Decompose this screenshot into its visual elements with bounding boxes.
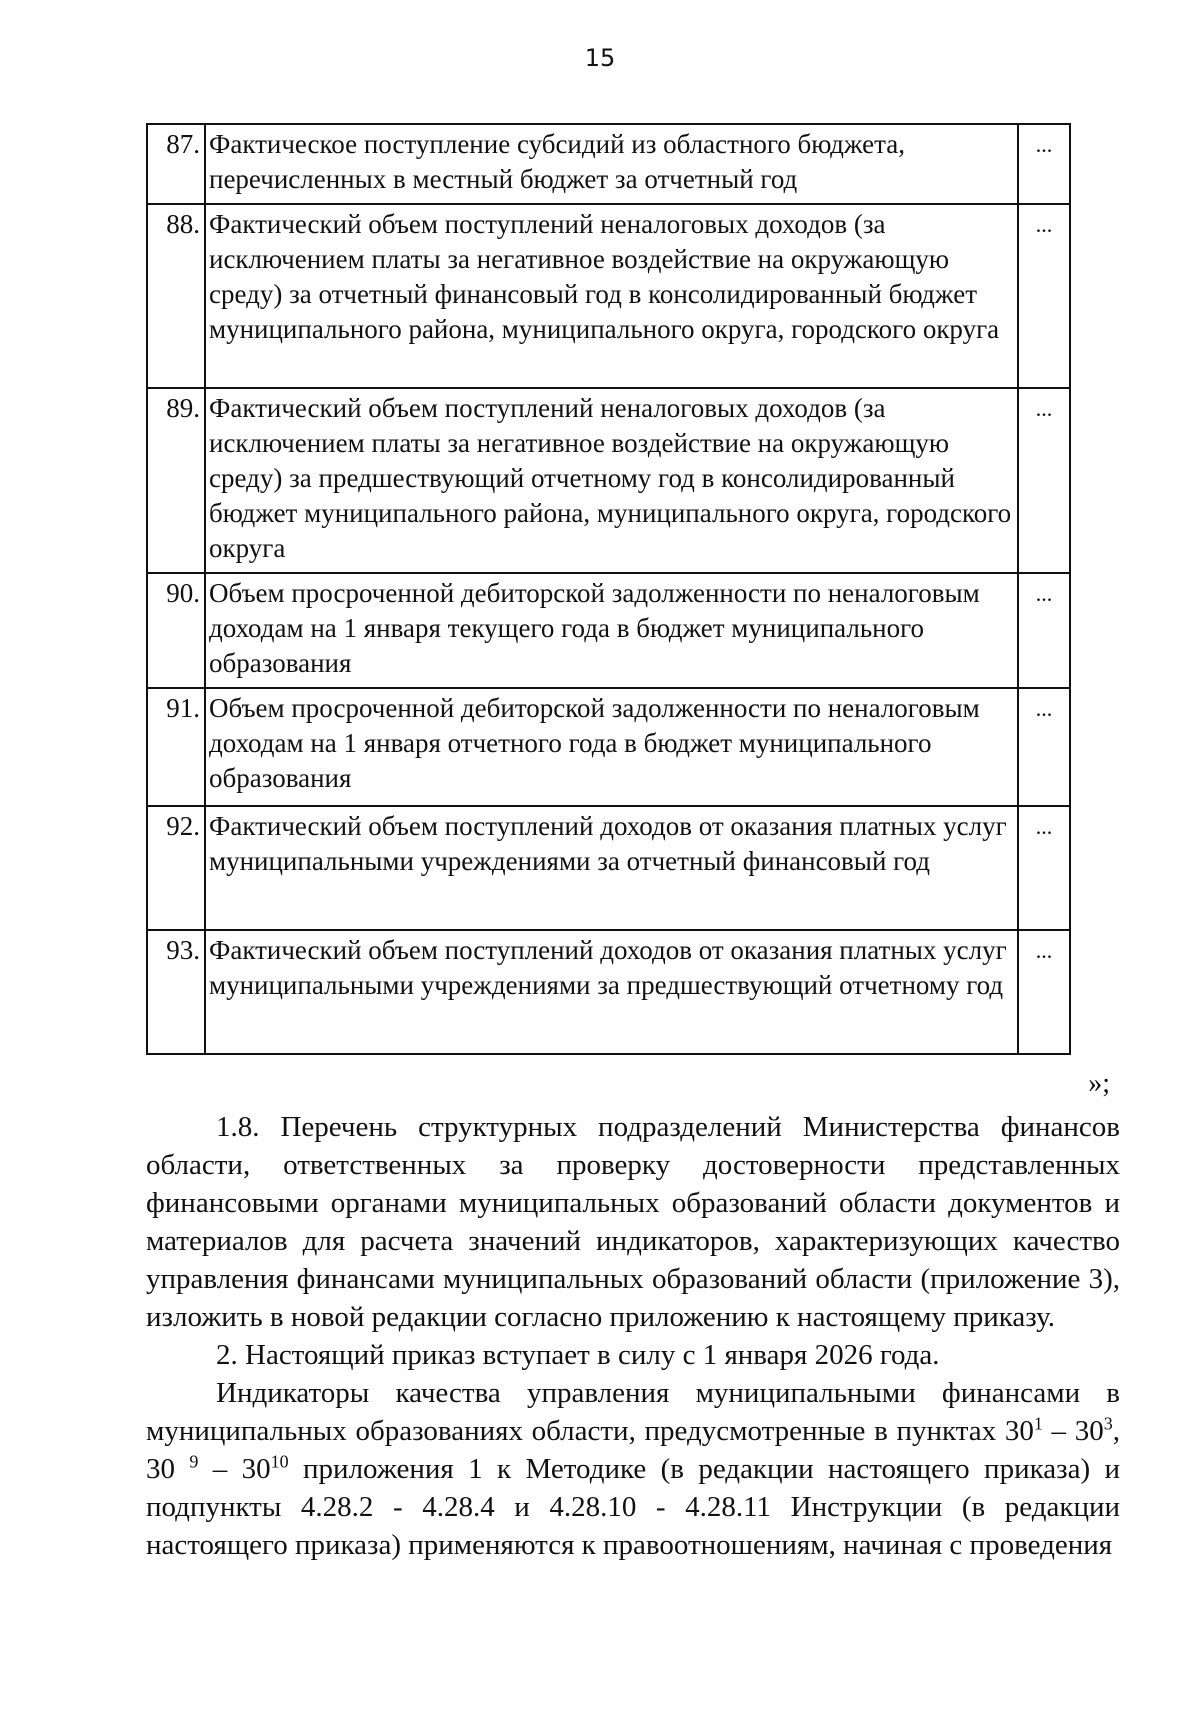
table-row bbox=[147, 688, 1070, 806]
row-number: 87. bbox=[147, 124, 205, 204]
paragraph-2: 2. Настоящий приказ вступает в силу с 1 января 2026 года. bbox=[216, 1339, 940, 1371]
row-number: 92. bbox=[147, 806, 205, 930]
row-value: ... bbox=[1018, 204, 1070, 388]
indicators-table bbox=[146, 123, 1071, 1055]
table-row bbox=[147, 930, 1070, 1054]
superscript: 1 bbox=[1033, 1413, 1043, 1434]
table-row bbox=[147, 806, 1070, 930]
superscript: 3 bbox=[1103, 1413, 1113, 1434]
paragraph-text: – 30 bbox=[198, 1453, 271, 1485]
closing-quote: »; bbox=[1088, 1068, 1110, 1099]
row-value: ... bbox=[1018, 688, 1070, 806]
row-text: Фактическое поступление субсидий из областного бюджета, перечисленных в местный бюджет за отчетный год bbox=[205, 124, 1018, 204]
row-text: Объем просроченной дебиторской задолженности по неналоговым доходам на 1 января текущего года в бюджет муниципального образования bbox=[205, 573, 1018, 688]
row-value: ... bbox=[1018, 124, 1070, 204]
superscript: 9 bbox=[189, 1451, 199, 1472]
paragraph-indicators bbox=[146, 1374, 1120, 1564]
table-row bbox=[147, 573, 1070, 688]
paragraph-text: – 30 bbox=[1042, 1415, 1104, 1447]
row-value: ... bbox=[1018, 388, 1070, 573]
row-text: Объем просроченной дебиторской задолженности по неналоговым доходам на 1 января отчетного года в бюджет муниципального образования bbox=[205, 688, 1018, 806]
row-text: Фактический объем поступлений неналоговых доходов (за исключением платы за негативное воздействие на окружающую среду) за предшествующий отчетному год в консолидированный бюджет муниципального района, муниципального округа, городского округа bbox=[205, 388, 1018, 573]
page-number: 15 bbox=[584, 44, 616, 72]
row-value: ... bbox=[1018, 806, 1070, 930]
row-text: Фактический объем поступлений доходов от оказания платных услуг муниципальными учреждениями за предшествующий отчетному год bbox=[205, 930, 1018, 1054]
superscript: 10 bbox=[270, 1451, 289, 1472]
table-row bbox=[147, 388, 1070, 573]
row-value: ... bbox=[1018, 930, 1070, 1054]
row-number: 93. bbox=[147, 930, 205, 1054]
row-number: 89. bbox=[147, 388, 205, 573]
body-text bbox=[146, 1108, 1120, 1564]
row-text: Фактический объем поступлений неналоговых доходов (за исключением платы за негативное воздействие на окружающую среду) за отчетный финансовый год в консолидированный бюджет муниципального района, муниципального округа, городского округа bbox=[205, 204, 1018, 388]
paragraph-text: приложения 1 к Методике (в редакции настоящего приказа) и подпункты 4.28.2 - 4.28.4 и 4.28.10 - 4.28.11 Инструкции (в редакции настоящего приказа) применяются к правоотношениям, начиная с проведения bbox=[146, 1453, 1121, 1561]
row-text: Фактический объем поступлений доходов от оказания платных услуг муниципальными учреждениями за отчетный финансовый год bbox=[205, 806, 1018, 930]
paragraph-text: , 30 bbox=[146, 1415, 1120, 1485]
row-value: ... bbox=[1018, 573, 1070, 688]
row-number: 88. bbox=[147, 204, 205, 388]
table-row bbox=[147, 204, 1070, 388]
table-row bbox=[147, 124, 1070, 204]
paragraph-1-8: 1.8. Перечень структурных подразделений Министерства финансов области, ответственных за проверку достоверности представленных финансовыми органами муниципальных образований области документов и материалов для расчета значений индикаторов, характеризующих качество управления финансами муниципальных образований области (приложение 3), изложить в новой редакции согласно приложению к настоящему приказу. bbox=[146, 1111, 1120, 1333]
paragraph-text: Индикаторы качества управления муниципальными финансами в муниципальных образованиях области, предусмотренные в пунктах 30 bbox=[146, 1377, 1120, 1447]
row-number: 90. bbox=[147, 573, 205, 688]
row-number: 91. bbox=[147, 688, 205, 806]
